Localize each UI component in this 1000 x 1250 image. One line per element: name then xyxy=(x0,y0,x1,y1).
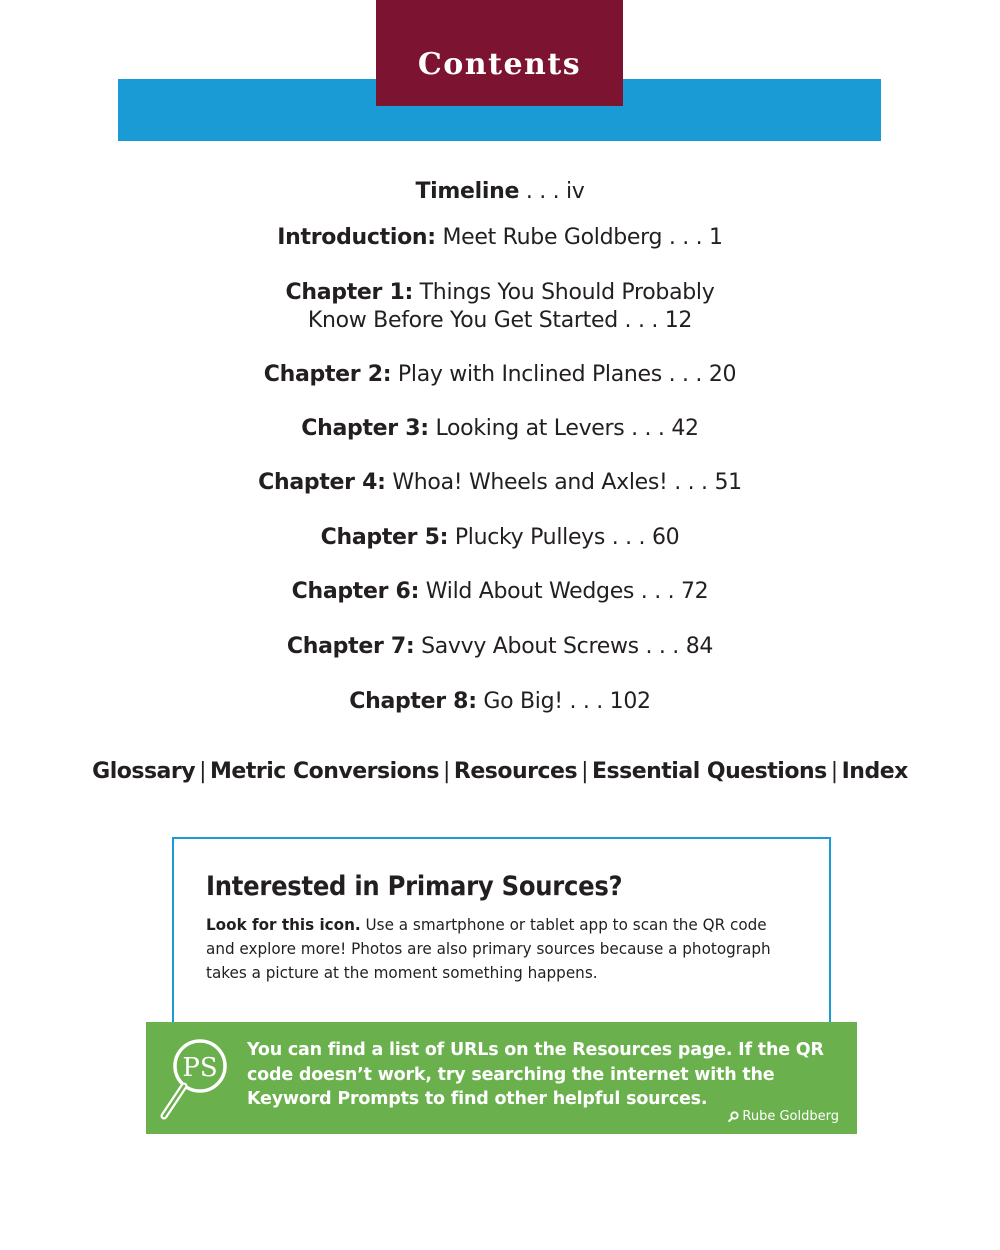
page-title: Contents xyxy=(417,47,582,82)
keyword-prompt-text: Rube Goldberg xyxy=(742,1109,839,1124)
toc-entry-label: Chapter 5: xyxy=(320,525,449,550)
toc-entry-label: Chapter 2: xyxy=(263,362,392,387)
primary-sources-text: Use a smartphone or tablet app to scan the QR code and explore more! Photos are also primary sources because a photograph takes a picture at the moment something happens. xyxy=(206,915,771,982)
toc-page-number: 102 xyxy=(609,689,651,714)
toc-page-number: 60 xyxy=(651,525,680,550)
back-matter-glossary[interactable]: Glossary xyxy=(92,759,196,784)
separator: | xyxy=(199,759,207,784)
primary-sources-note-text: You can find a list of URLs on the Resources page. If the QR code doesn’t work, try searching the internet with the Keyword Prompts to find other helpful sources. xyxy=(247,1040,824,1109)
primary-sources-body xyxy=(206,913,776,985)
toc-entry-label: Chapter 7: xyxy=(286,634,415,659)
toc-entry-timeline[interactable] xyxy=(0,178,1000,206)
toc-page-number: 42 xyxy=(671,416,699,441)
toc-entry-title: Meet Rube Goldberg xyxy=(442,225,663,250)
toc-leader: . . . xyxy=(562,689,610,714)
toc-entry-title: Go Big! xyxy=(483,689,563,714)
toc-leader: . . . xyxy=(662,225,710,250)
toc-entry-chapter-5[interactable] xyxy=(0,524,1000,552)
toc-page-number: 84 xyxy=(685,634,714,659)
toc-leader: . . . xyxy=(634,579,681,604)
toc-entry-label: Chapter 3: xyxy=(301,416,429,441)
toc-entry-label: Chapter 6: xyxy=(291,579,420,604)
separator: | xyxy=(830,759,838,784)
toc-page-number: 20 xyxy=(708,362,737,387)
toc-page-number: iv xyxy=(565,179,585,204)
toc-entry-title: Things You Should Probably xyxy=(419,280,715,305)
toc-page-number: 1 xyxy=(709,225,723,250)
toc-entry-title: Whoa! Wheels and Axles! xyxy=(392,470,668,495)
toc-entry-title: Plucky Pulleys xyxy=(454,525,606,550)
contents-title-box xyxy=(376,0,623,106)
ps-magnifier-icon xyxy=(156,1032,236,1124)
ps-icon-text: PS xyxy=(182,1053,218,1083)
toc-entry-chapter-7[interactable] xyxy=(0,633,1000,661)
toc-entry-label: Introduction: xyxy=(277,225,436,250)
back-matter-essential-questions[interactable]: Essential Questions xyxy=(591,759,827,784)
back-matter-links xyxy=(0,757,1000,787)
toc-entry-chapter-1[interactable] xyxy=(0,279,1000,335)
toc-entry-label: Chapter 8: xyxy=(349,689,477,714)
toc-leader: . . . xyxy=(519,179,566,204)
toc-entry-title: Looking at Levers xyxy=(435,416,625,441)
toc-leader: . . . xyxy=(668,362,709,387)
keyword-prompt xyxy=(728,1109,839,1124)
toc-leader: . . . xyxy=(638,634,686,659)
toc-leader: . . . xyxy=(667,470,715,495)
toc-page-number: 12 xyxy=(664,308,693,333)
toc-entry-title: Savvy About Screws xyxy=(421,634,639,659)
toc-leader: . . . xyxy=(605,525,652,550)
primary-sources-heading: Interested in Primary Sources? xyxy=(206,871,623,902)
toc-entry-title-line2: Know Before You Get Started xyxy=(307,308,618,333)
toc-leader: . . . xyxy=(624,416,672,441)
toc-entry-title: Play with Inclined Planes xyxy=(397,362,669,387)
separator: | xyxy=(581,759,588,784)
search-icon xyxy=(728,1111,739,1122)
back-matter-index[interactable]: Index xyxy=(841,759,908,784)
toc-leader: . . . xyxy=(617,308,665,333)
toc-page-number: 72 xyxy=(680,579,709,604)
toc-entry-label: Chapter 4: xyxy=(258,470,386,495)
back-matter-metric-conversions[interactable]: Metric Conversions xyxy=(210,759,439,784)
toc-entry-chapter-2[interactable] xyxy=(0,361,1000,389)
toc-page-number: 51 xyxy=(714,470,742,495)
toc-entry-chapter-3[interactable] xyxy=(0,415,1000,443)
toc-entry-introduction[interactable] xyxy=(0,224,1000,252)
primary-sources-note xyxy=(146,1022,857,1134)
toc-entry-chapter-4[interactable] xyxy=(0,469,1000,497)
toc-entry-chapter-8[interactable] xyxy=(0,688,1000,716)
toc-entry-label: Chapter 1: xyxy=(285,280,413,305)
primary-sources-box xyxy=(172,837,831,1039)
back-matter-resources[interactable]: Resources xyxy=(453,759,578,784)
primary-sources-lead: Look for this icon. xyxy=(206,915,361,934)
separator: | xyxy=(443,759,450,784)
toc-entry-chapter-6[interactable] xyxy=(0,578,1000,606)
toc-entry-title: Wild About Wedges xyxy=(425,579,635,604)
toc-entry-label: Timeline xyxy=(415,179,520,204)
